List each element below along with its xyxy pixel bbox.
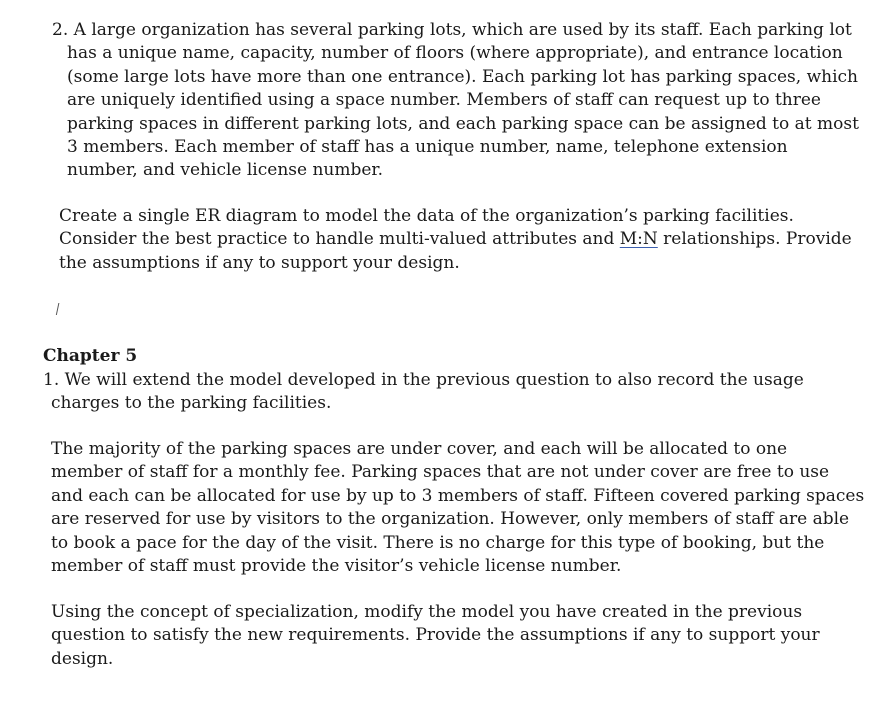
chapter-5-p2-line-1: The majority of the parking spaces are under cover, and each will be allocated to one: [51, 439, 788, 459]
chapter-5-question-1: [43, 369, 804, 416]
question-number: 2.: [52, 20, 69, 40]
question-2-line-2: has a unique name, capacity, number of floors (where appropriate), and entrance location: [67, 43, 843, 64]
question-2-task-line-1: Create a single ER diagram to model the data of the organization’s parking facilities.: [59, 206, 794, 226]
cursor-slash: [56, 303, 60, 315]
question-2-line-5: parking spaces in different parking lots, and each parking space can be assigned to at most: [67, 113, 859, 134]
chapter-5-q1-line-1: 1. We will extend the model developed in the previous question to also record the usage: [43, 370, 804, 390]
chapter-5-paragraph-2: [51, 438, 864, 578]
chapter-5-p2-line-3: and each can be allocated for use by up to 3 members of staff. Fifteen covered parking spaces: [51, 485, 865, 506]
question-2-line-3: (some large lots have more than one entrance). Each parking lot has parking spaces, which: [67, 66, 858, 87]
question-2-paragraph-1: [52, 19, 859, 183]
chapter-5-p3-line-1: Using the concept of specialization, modify the model you have created in the previous: [51, 602, 803, 622]
question-2-task-line-2: Consider the best practice to handle multi-valued attributes and M:N relationships. Provide: [59, 229, 852, 250]
chapter-5-paragraph-3: [51, 601, 820, 671]
chapter-5-p3-line-2: question to satisfy the new requirements. Provide the assumptions if any to support your: [51, 625, 820, 646]
chapter-title: Chapter 5: [43, 346, 138, 366]
question-2-line-4: are uniquely identified using a space number. Members of staff can request up to three: [67, 90, 821, 111]
question-2-task-line-3: the assumptions if any to support your design.: [59, 252, 460, 273]
question-2-line-6: 3 members. Each member of staff has a unique number, name, telephone extension: [67, 137, 788, 158]
question-2-line-1: 2. A large organization has several parking lots, which are used by its staff. Each parking lot: [52, 20, 852, 40]
chapter-5-p2-line-2: member of staff for a monthly fee. Parking spaces that are not under cover are free to use: [51, 462, 830, 483]
chapter-5-p2-line-6: member of staff must provide the visitor’s vehicle license number.: [51, 556, 622, 577]
mn-abbreviation: M:N: [619, 229, 658, 250]
chapter-5-p2-line-5: to book a pace for the day of the visit. There is no charge for this type of booking, but the: [51, 532, 825, 553]
text-cursor-mark: [56, 303, 61, 316]
chapter-5-p3-line-3: design.: [51, 648, 114, 669]
chapter-5-q1-line-2: charges to the parking facilities.: [51, 393, 332, 414]
question-2-line-7: number, and vehicle license number.: [67, 160, 384, 181]
chapter-5-p2-line-4: are reserved for use by visitors to the organization. However, only members of staff are able: [51, 509, 850, 530]
question-2-paragraph-2: [59, 205, 852, 275]
